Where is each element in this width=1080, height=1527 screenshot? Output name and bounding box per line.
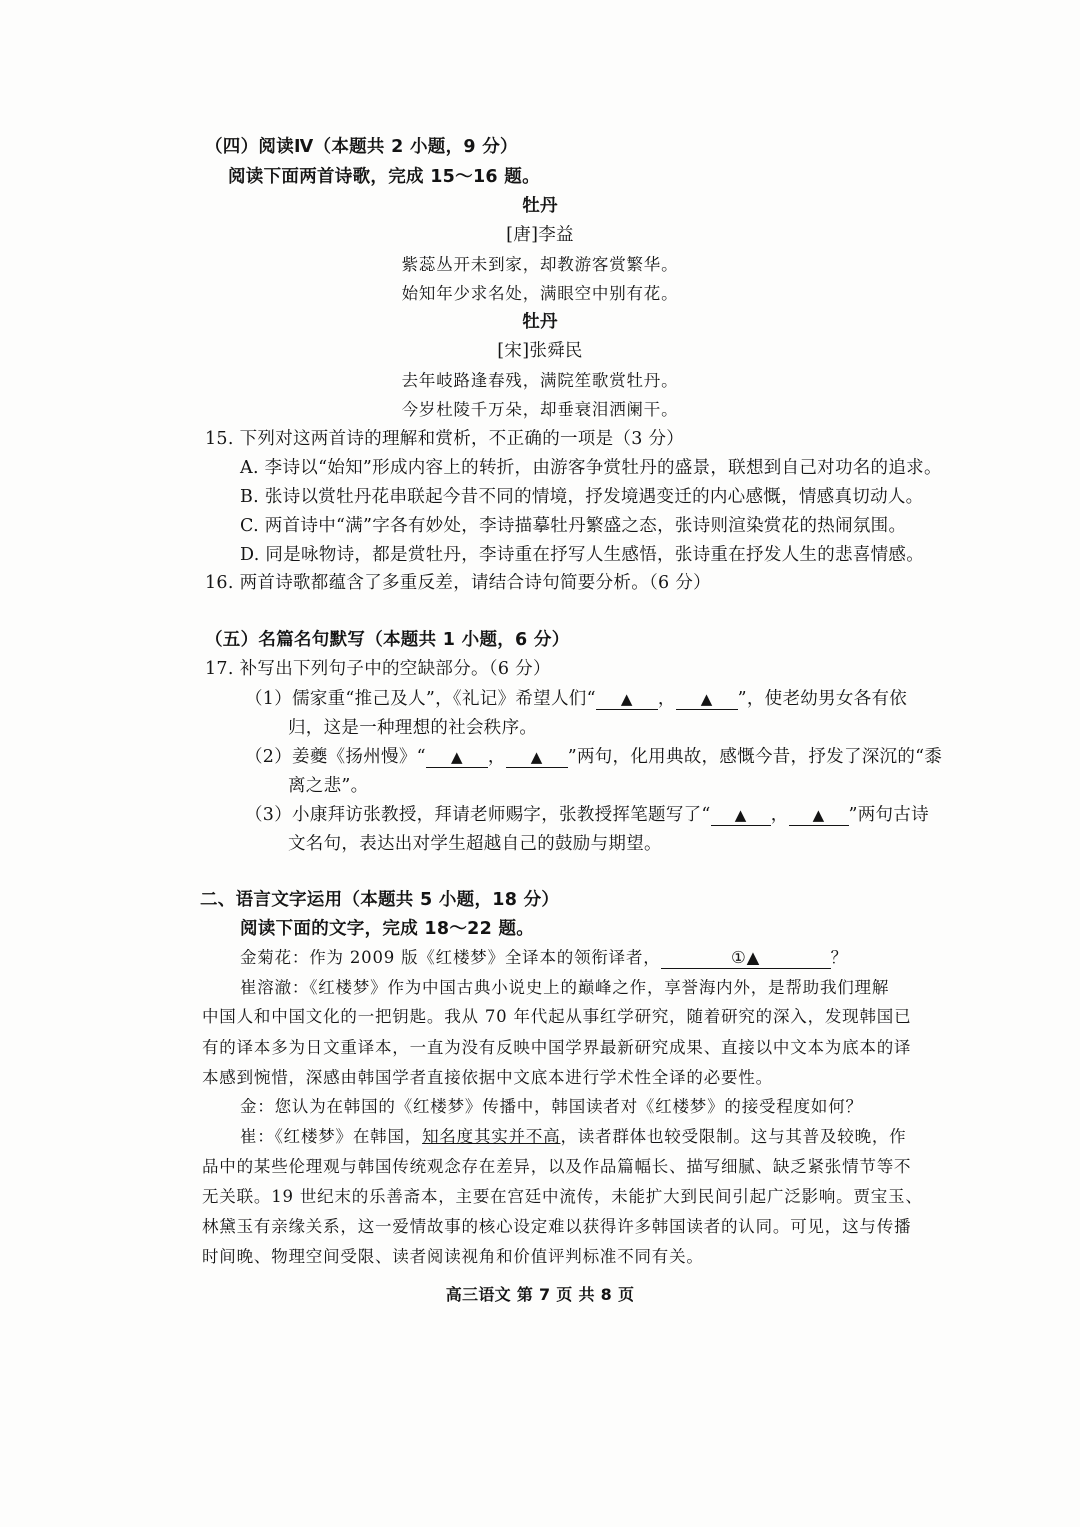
dialogue-line-5: 本感到惋惜，深感由韩国学者直接依据中文底本进行学术性全译的必要性。: [202, 1068, 773, 1087]
q17-item-3: （3）小康拜访张教授，拜请老师赐字，张教授挥笔题写了“ ▲ ， ▲ ”两句古诗: [245, 805, 929, 825]
poem1-author: [唐]李益: [506, 225, 574, 245]
q17-item-2: （2）姜夔《扬州慢》“ ▲ ， ▲ ”两句，化用典故，感慨今昔，抒发了深沉的“黍: [245, 747, 943, 767]
q16-stem: 16. 两首诗歌都蕴含了多重反差，请结合诗句简要分析。（6 分）: [205, 573, 711, 593]
q15-stem: 15. 下列对这两首诗的理解和赏析，不正确的一项是（3 分）: [205, 429, 685, 449]
answer-blank[interactable]: ▲: [506, 747, 568, 768]
poem1-line-2: 始知年少求名处，满眼空中别有花。: [401, 284, 679, 303]
dialogue-line-4: 有的译本多为日文重译本，一直为没有反映中国学界最新研究成果、直接以中文本为底本的译: [202, 1038, 912, 1057]
poem1-line-1: 紫蕊丛开未到家，却教游客赏繁华。: [401, 255, 679, 274]
q17-stem: 17. 补写出下列句子中的空缺部分。（6 分）: [205, 659, 551, 679]
dialogue-line-1: 金菊花：作为 2009 版《红楼梦》全译本的领衔译者， ①▲ ？: [240, 948, 848, 967]
answer-blank[interactable]: ▲: [596, 689, 658, 710]
part-2-instruction: 阅读下面的文字，完成 18～22 题。: [240, 919, 535, 939]
q17-item-1: （1）儒家重“推己及人”，《礼记》希望人们“ ▲ ， ▲ ”，使老幼男女各有依: [245, 689, 908, 709]
poem2-line-1: 去年岐路逢春残，满院笙歌赏牡丹。: [401, 371, 679, 390]
answer-blank[interactable]: ▲: [426, 747, 488, 768]
answer-blank[interactable]: ▲: [676, 689, 738, 710]
poem1-title: 牡丹: [522, 196, 558, 216]
dialogue-line-11: 时间晚、物理空间受限、读者阅读视角和价值评判标准不同有关。: [202, 1247, 704, 1266]
section-5-title: （五）名篇名句默写（本题共 1 小题，6 分）: [205, 630, 570, 650]
dialogue-line-7: 崔：《红楼梦》在韩国，知名度其实并不高，读者群体也较受限制。这与其普及较晚，作: [240, 1127, 907, 1146]
q17-item-1-cont: 归，这是一种理想的社会秩序。: [288, 718, 538, 738]
section-4-instruction: 阅读下面两首诗歌，完成 15～16 题。: [228, 167, 540, 187]
dialogue-line-10: 林黛玉有亲缘关系，这一爱情故事的核心设定难以获得许多韩国读者的认同。可见，这与传播: [202, 1217, 912, 1236]
q17-item-3-cont: 文名句，表达出对学生超越自己的鼓励与期望。: [288, 834, 662, 854]
poem2-title: 牡丹: [522, 312, 558, 332]
q15-option-a: A. 李诗以“始知”形成内容上的转折，由游客争赏牡丹的盛景，联想到自己对功名的追求。: [240, 458, 942, 478]
q17-item-2-cont: 离之悲”。: [288, 776, 369, 796]
answer-blank[interactable]: ①▲: [661, 948, 831, 969]
poem2-author: [宋]张舜民: [497, 341, 583, 361]
dialogue-line-2: 崔溶澈：《红楼梦》作为中国古典小说史上的巅峰之作，享誉海内外，是帮助我们理解: [240, 978, 890, 997]
dialogue-line-6: 金：您认为在韩国的《红楼梦》传播中，韩国读者对《红楼梦》的接受程度如何？: [240, 1097, 863, 1116]
poem2-line-2: 今岁杜陵千万朵，却垂衰泪洒阑干。: [401, 400, 679, 419]
part-2-title: 二、语言文字运用（本题共 5 小题，18 分）: [200, 890, 560, 910]
q15-option-b: B. 张诗以赏牡丹花串联起今昔不同的情境，抒发境遇变迁的内心感慨，情感真切动人。: [240, 487, 924, 507]
q15-option-d: D. 同是咏物诗，都是赏牡丹，李诗重在抒写人生感悟，张诗重在抒发人生的悲喜情感。: [240, 545, 925, 565]
q15-option-c: C. 两首诗中“满”字各有妙处，李诗描摹牡丹繁盛之态，张诗则渲染赏花的热闹氛围。: [240, 516, 907, 536]
answer-blank[interactable]: ▲: [789, 805, 849, 826]
section-4-title: （四）阅读Ⅳ（本题共 2 小题，9 分）: [205, 137, 518, 157]
answer-blank[interactable]: ▲: [711, 805, 771, 826]
dialogue-line-3: 中国人和中国文化的一把钥匙。我从 70 年代起从事红学研究，随着研究的深入，发现韩国已: [202, 1007, 912, 1026]
underlined-phrase: 知名度其实并不高: [422, 1127, 561, 1146]
page-footer: 高三语文 第 7 页 共 8 页: [445, 1285, 635, 1304]
dialogue-line-8: 品中的某些伦理观与韩国传统观念存在差异，以及作品篇幅长、描写细腻、缺乏紧张情节等不: [202, 1157, 912, 1176]
dialogue-line-9: 无关联。19 世纪末的乐善斋本，主要在宫廷中流传，未能扩大到民间引起广泛影响。贾宝玉、: [202, 1187, 923, 1206]
